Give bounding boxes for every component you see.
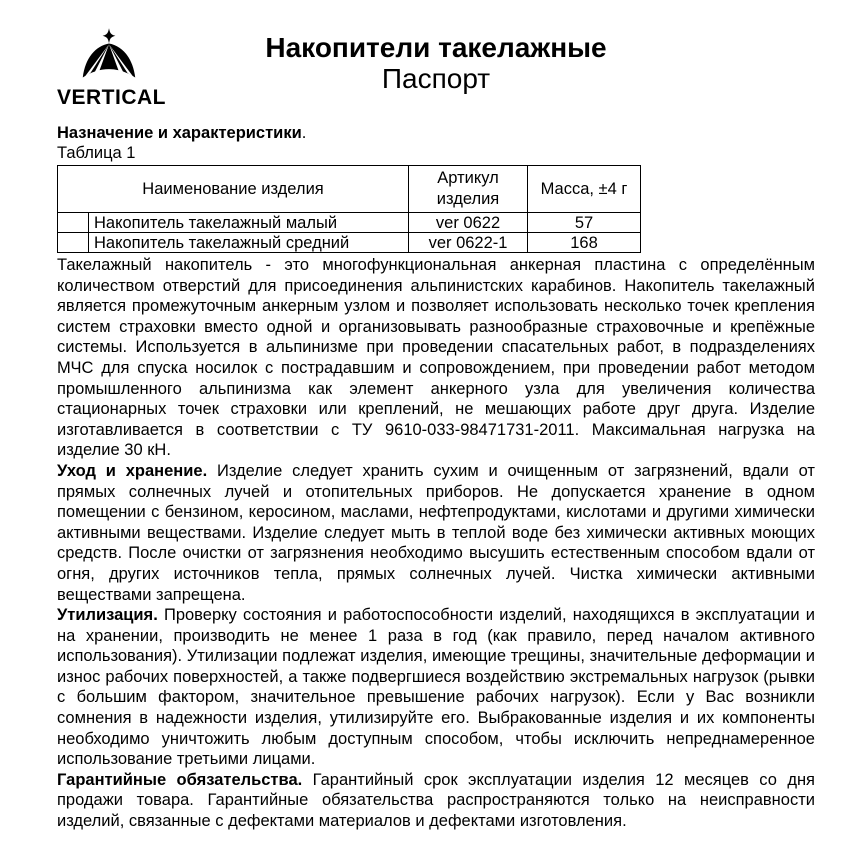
paragraph-designation [57, 255, 815, 461]
column-header-mass: Масса, ±4 г [528, 166, 641, 213]
paragraph-lead: Утилизация. [57, 606, 158, 625]
brand-name: VERTICAL [57, 86, 166, 109]
table-caption: Таблица 1 [57, 144, 136, 162]
title-block [57, 24, 815, 95]
row-marker-cell [58, 233, 89, 253]
paragraph-text: Изделие следует хранить сухим и очищенным от загрязнений, вдали от прямых солнечных лучей и отопительных приборов. Не допускается хранение в одном помещении с бензином, керосином, маслами, нефтепродуктами, кислотами и другими химически активными веществами. Изделие следует мыть в теплой воде без химически активных моющих средств. После очистки от загрязнения необходимо высушить естественным способом вдали от огня, других источников тепла, прямых солнечных лучей. Чистка химически активными веществами запрещена. [57, 461, 815, 604]
column-header-article: Артикул изделия [409, 166, 528, 213]
paragraph-lead: Гарантийные обязательства. [57, 770, 303, 789]
paragraph-warranty [57, 770, 815, 832]
row-marker-cell [58, 213, 89, 233]
brand-logo [57, 28, 166, 109]
table-row [58, 233, 641, 253]
page-title: Накопители такелажные [265, 32, 607, 63]
table-row [58, 213, 641, 233]
section-heading-text: Назначение и характеристики [57, 124, 302, 142]
document-body [57, 255, 815, 832]
section-heading-period: . [301, 124, 307, 142]
page-subtitle: Паспорт [381, 63, 491, 95]
paragraph-text: Гарантийный срок эксплуатации изделия 12 месяцев со дня продажи товара. Гарантийные обязательства распространяются только на неисправности изделий, связанные с дефектами материалов и дефектами изготовления. [57, 770, 815, 831]
paragraph-text: Проверку состояния и работоспособности изделий, находящихся в эксплуатации и на хранении, производить не менее 1 раза в год (как правило, перед началом активного использования). Утилизации подлежат изделия, имеющие трещины, значительные деформации и износ рабочих поверхностей, а также подвергшиеся воздействию экстремальных нагрузок (рывки с большим фактором, значительное превышение рабочих нагрузок). Если у Вас возникли сомнения в надежности изделия, утилизируйте его. Выбракованные изделия и их компоненты необходимо уничтожить любым доступным способом, чтобы исключить непреднамеренное использование третьими лицами. [57, 606, 815, 769]
product-article-cell: ver 0622 [409, 213, 528, 233]
vertical-crown-icon [57, 28, 161, 86]
table-header-row [58, 166, 641, 213]
product-table [57, 165, 641, 253]
paragraph-lead: Уход и хранение. [57, 461, 208, 480]
product-mass-cell: 168 [528, 233, 641, 253]
product-name-cell: Накопитель такелажный средний [89, 233, 409, 253]
product-name-cell: Накопитель такелажный малый [89, 213, 409, 233]
product-article-cell: ver 0622-1 [409, 233, 528, 253]
product-mass-cell: 57 [528, 213, 641, 233]
paragraph-text: Такелажный накопитель - это многофункциональная анкерная пластина с определённым количеством отверстий для присоединения альпинистских карабинов. Накопитель такелажный является промежуточным анкерным узлом и позволяет использовать несколько точек крепления систем страховки вместо одной и организовывать разнообразные страховочные и крепёжные системы. Используется в альпинизме при проведении спасательных работ, в подразделениях МЧС для спуска носилок с пострадавшим и сопровождением, при проведении работ методом промышленного альпинизма как элемент анкерного узла для увеличения количества стационарных точек страховки или креплений, не мешающих работе друг друга. Изделие изготавливается в соответствии с ТУ 9610-033-98471731-2011. Максимальная нагрузка на изделие 30 кН. [57, 256, 815, 460]
document-header [57, 24, 815, 110]
column-header-name: Наименование изделия [58, 166, 409, 213]
paragraph-disposal [57, 605, 815, 770]
paragraph-care-storage [57, 461, 815, 605]
section-heading [57, 123, 815, 143]
